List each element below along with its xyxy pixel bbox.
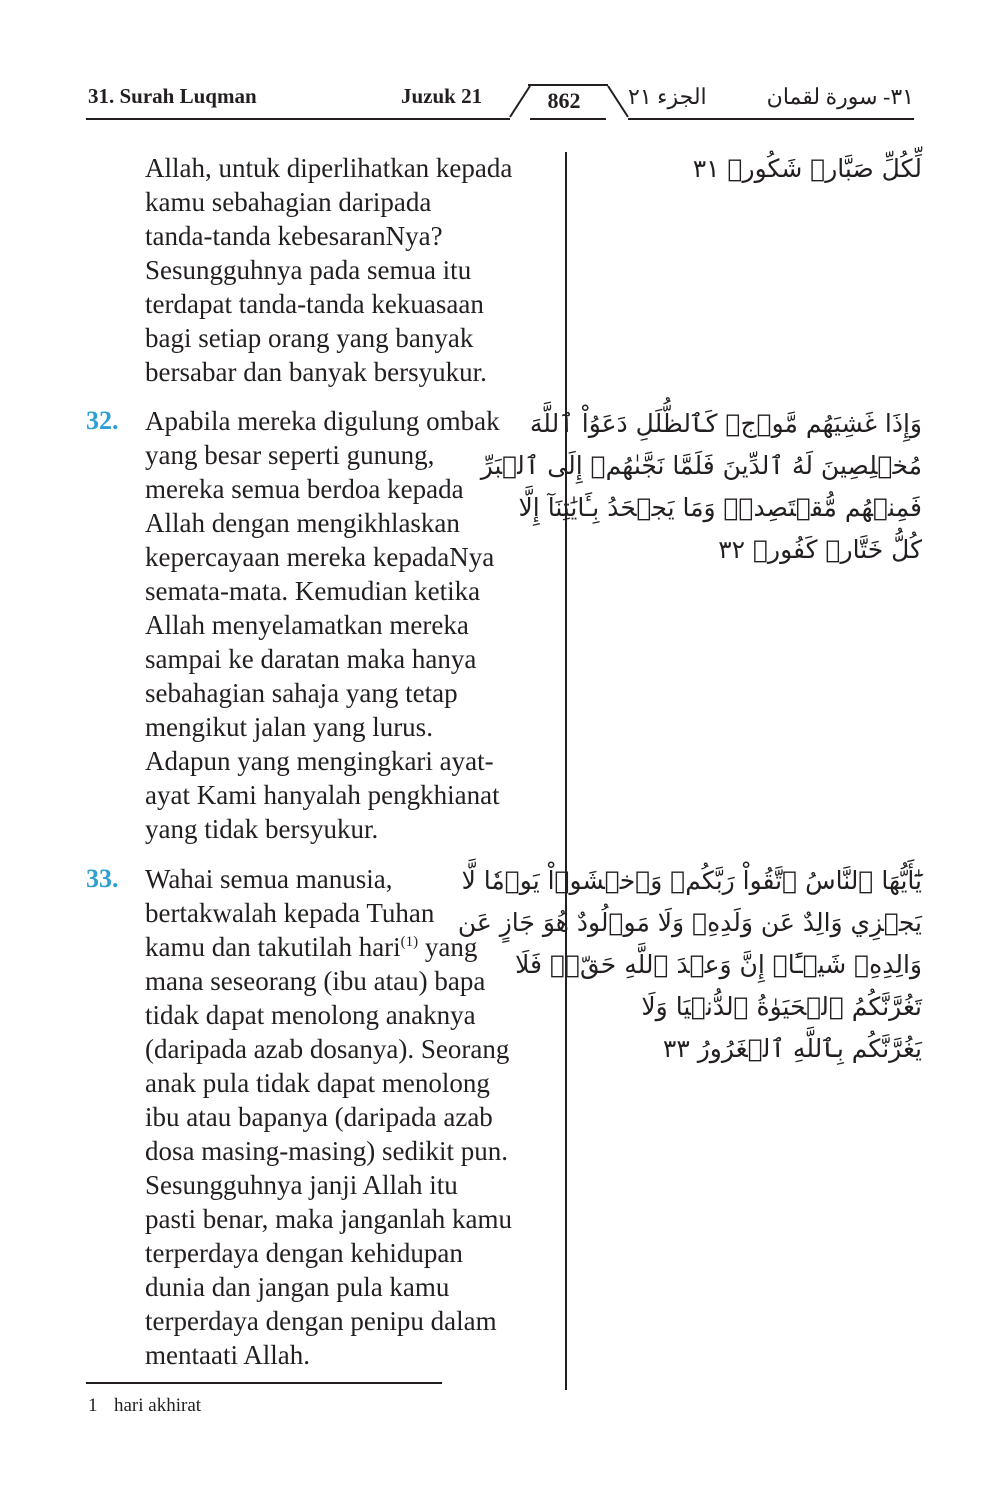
translation-line: Wahai semua manusia, [145,864,393,894]
translation-line: anak pula tidak dapat menolong [145,1068,490,1098]
translation-line: terperdaya dengan kehidupan [145,1238,463,1268]
translation-line: bersabar dan banyak bersyukur. [145,357,487,387]
translation-line: kepercayaan mereka kepadaNya [145,542,495,572]
header-surah-arabic: ٣١- سورة لقمان [766,84,914,109]
arabic-line: وَإِذَا غَشِيَهُم مَّوۡجٞ كَٱلظُّلَلِ دَعَوُاْ ٱللَّهَ [529,409,922,438]
header-juz-label: Juzuk 21 [401,84,483,108]
footnote [88,1395,201,1417]
header-tab-top [528,84,608,86]
translation-line: ayat Kami hanyalah pengkhianat [145,780,500,810]
translation-line: mengikut jalan yang lurus. [145,712,433,742]
translation-line: bagi setiap orang yang banyak [145,323,474,353]
header-tab-bottom [530,118,606,120]
verse-32-arabic [480,403,922,571]
translation-line: Adapun yang mengingkari ayat- [145,746,494,776]
footnote-number: 1 [88,1395,98,1416]
verse-31-translation [145,151,563,389]
translation-line: Allah dengan mengikhlaskan [145,508,460,538]
translation-line: (daripada azab dosanya). Seorang [145,1034,510,1064]
translation-line: dunia dan jangan pula kamu [145,1272,450,1302]
translation-text: kamu dan takutilah hari [145,932,401,962]
translation-line: tanda-tanda kebesaranNya? [145,221,443,251]
translation-line: mereka semua berdoa kepada [145,474,464,504]
arabic-line: فَمِنۡهُم مُّقۡتَصِدٞۚ وَمَا يَجۡحَدُ بِـَٔايَٰتِنَآ إِلَّا [518,493,922,522]
arabic-line: وَالِدِهِۦ شَيۡـًٔاۚ إِنَّ وَعۡدَ ٱللَّهِ حَقّٞۖ فَلَا [515,950,922,979]
translation-line: terdapat tanda-tanda kekuasaan [145,289,484,319]
page-number: 862 [547,88,581,113]
translation-line: pasti benar, maka janganlah kamu [145,1204,513,1234]
translation-line: yang tidak bersyukur. [145,814,379,844]
translation-line: terperdaya dengan penipu dalam [145,1306,497,1336]
arabic-line: كُلُّ خَتَّارٖ كَفُورٖ ٣٢ [718,535,922,564]
header-rule-left [86,118,510,120]
translation-line: Allah menyelamatkan mereka [145,610,469,640]
column-divider [565,152,567,1390]
header-juz-arabic: الجزء ٢١ [628,84,707,109]
translation-line: Apabila mereka digulung ombak [145,406,500,436]
translation-text: yang [418,932,478,962]
arabic-line: مُخۡلِصِينَ لَهُ ٱلدِّينَ فَلَمَّا نَجَّىٰهُمۡ إِلَى ٱلۡبَرِّ [480,451,922,480]
translation-line: Allah, untuk diperlihatkan kepada [145,153,513,183]
translation-line: mana seseorang (ibu atau) bapa [145,966,486,996]
verse-31-arabic [592,148,922,190]
translation-line: tidak dapat menolong anaknya [145,1000,476,1030]
header-tab-right-edge [606,82,630,118]
translation-line: Sesungguhnya pada semua itu [145,255,472,285]
arabic-line: يَٰٓأَيُّهَا ٱلنَّاسُ ٱتَّقُواْ رَبَّكُمۡ وَٱخۡشَوۡاْ يَوۡمٗا لَّا [461,866,922,895]
translation-line: dosa masing-masing) sedikit pun. [145,1136,508,1166]
verse-number-32: 32. [86,406,119,435]
arabic-line: لِّكُلِّ صَبَّارٖ شَكُورٖ ٣١ [692,154,922,183]
translation-line: semata-mata. Kemudian ketika [145,576,481,606]
translation-line: Sesungguhnya janji Allah itu [145,1170,458,1200]
translation-line: mentaati Allah. [145,1340,310,1370]
footnote-divider [86,1382,442,1384]
verse-33-arabic [457,860,922,1070]
translation-line: bertakwalah kepada Tuhan [145,898,435,928]
translation-line: sampai ke daratan maka hanya [145,644,477,674]
translation-line: yang besar seperti gunung, [145,440,435,470]
translation-line: sebahagian sahaja yang tetap [145,678,458,708]
verse-number-33: 33. [86,864,119,893]
arabic-line: يَجۡزِي وَالِدٌ عَن وَلَدِهِۦ وَلَا مَوۡلُودٌ هُوَ جَازٍ عَن [457,908,922,937]
translation-line: kamu sebahagian daripada [145,187,432,217]
footnote-marker: (1) [400,934,419,950]
footnote-text: hari akhirat [114,1395,202,1416]
header-tab-left-edge [508,82,532,118]
translation-line: ibu atau bapanya (daripada azab [145,1102,493,1132]
arabic-line: يَغُرَّنَّكُم بِٱللَّهِ ٱلۡغَرُورُ ٣٣ [662,1034,922,1063]
header-rule-right [628,118,914,120]
arabic-line: تَغُرَّنَّكُمُ ٱلۡحَيَوٰةُ ٱلدُّنۡيَا وَلَا [641,992,922,1021]
header-surah-title: 31. Surah Luqman [88,84,257,108]
